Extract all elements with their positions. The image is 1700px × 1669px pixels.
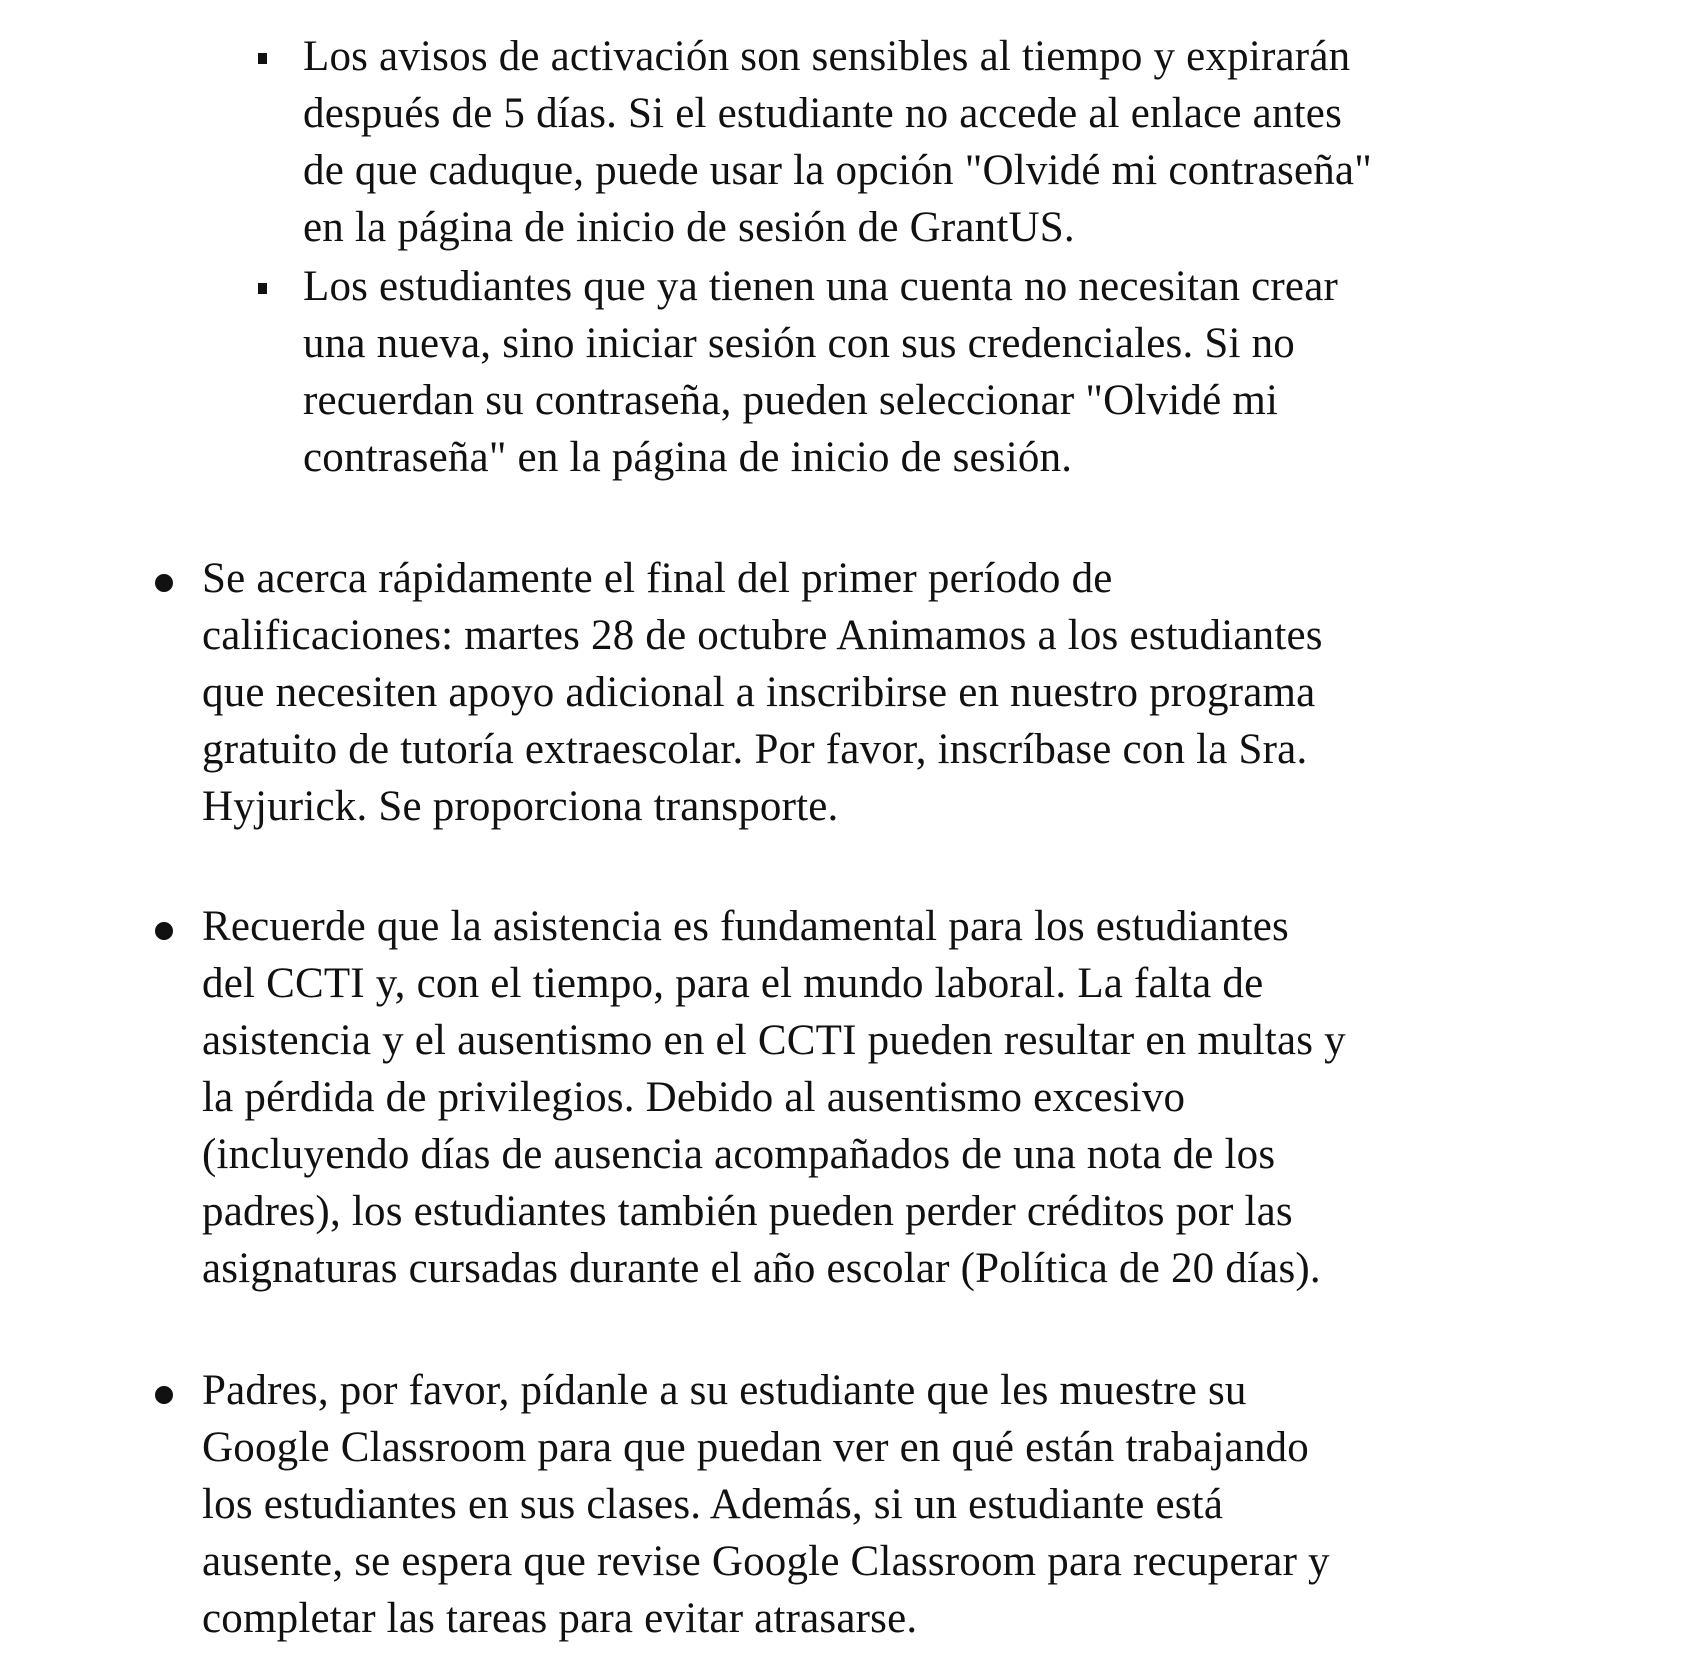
text-line: Recuerde que la asistencia es fundamental para los estudiantes [202,903,1289,950]
list-item-attendance [202,898,1346,1297]
text-line: del CCTI y, con el tiempo, para el mundo laboral. La falta de [202,960,1264,1007]
text-line: la pérdida de privilegios. Debido al ausentismo excesivo [202,1074,1186,1121]
text-line: después de 5 días. Si el estudiante no accede al enlace antes [303,90,1343,137]
round-bullet-icon [155,574,173,592]
square-bullet-icon [258,283,267,294]
sub-list-item-existing-accounts [303,258,1338,486]
text-line: gratuito de tutoría extraescolar. Por favor, inscríbase con la Sra. [202,726,1308,773]
text-line: Los avisos de activación son sensibles al tiempo y expirarán [303,33,1351,80]
text-line: una nueva, sino iniciar sesión con sus credenciales. Si no [303,320,1295,367]
text-line: en la página de inicio de sesión de GrantUS. [303,204,1075,251]
list-item-google-classroom [202,1362,1330,1647]
text-line: Google Classroom para que puedan ver en qué están trabajando [202,1424,1309,1471]
text-line: asistencia y el ausentismo en el CCTI pueden resultar en multas y [202,1017,1346,1064]
text-line: recuerdan su contraseña, pueden seleccionar "Olvidé mi [303,377,1279,424]
text-line: contraseña" en la página de inicio de sesión. [303,434,1073,481]
text-line: completar las tareas para evitar atrasarse. [202,1595,918,1642]
text-line: Se acerca rápidamente el final del primer período de [202,555,1113,602]
text-line: ausente, se espera que revise Google Classroom para recuperar y [202,1538,1330,1585]
square-bullet-icon [258,53,267,64]
text-line: los estudiantes en sus clases. Además, si un estudiante está [202,1481,1224,1528]
text-line: Padres, por favor, pídanle a su estudiante que les muestre su [202,1367,1247,1414]
sub-list-item-activation-notices [303,28,1372,256]
text-line: Hyjurick. Se proporciona transporte. [202,783,839,830]
list-item-grading-period [202,550,1323,835]
text-line: Los estudiantes que ya tienen una cuenta no necesitan crear [303,263,1339,310]
text-line: calificaciones: martes 28 de octubre Animamos a los estudiantes [202,612,1323,659]
text-line: asignaturas cursadas durante el año escolar (Política de 20 días). [202,1245,1321,1292]
text-line: (incluyendo días de ausencia acompañados de una nota de los [202,1131,1276,1178]
round-bullet-icon [155,1386,173,1404]
text-line: padres), los estudiantes también pueden perder créditos por las [202,1188,1293,1235]
round-bullet-icon [155,922,173,940]
text-line: que necesiten apoyo adicional a inscribirse en nuestro programa [202,669,1316,716]
text-line: de que caduque, puede usar la opción "Olvidé mi contraseña" [303,147,1372,194]
